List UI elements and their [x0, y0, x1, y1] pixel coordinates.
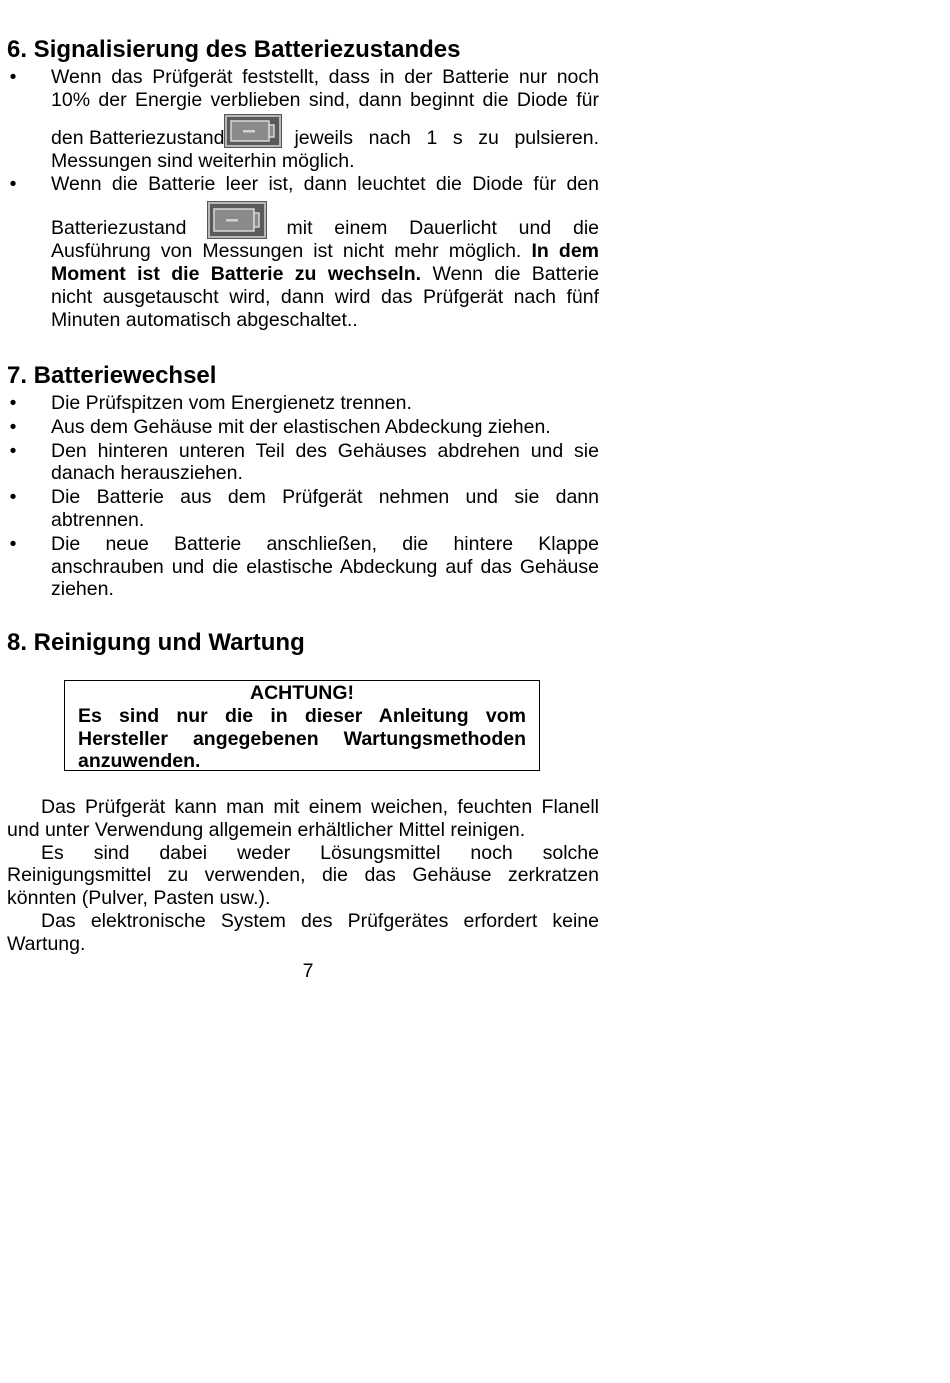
text-fragment: Batteriezustand: [51, 217, 187, 240]
warning-title: ACHTUNG!: [250, 682, 354, 704]
text-line: Reinigungsmittel zu verwenden, die das Gehäuse zerkratzen: [7, 864, 599, 887]
bullet-icon: •: [9, 392, 17, 414]
battery-indicator-icon: [207, 201, 267, 239]
list-item: [7, 66, 599, 172]
bold-fragment: In dem: [531, 240, 599, 263]
battery-indicator-icon: [224, 114, 282, 148]
text-line: Minuten automatisch abgeschaltet..: [51, 308, 358, 331]
text-line: anzuwenden.: [78, 750, 201, 773]
text-line: Hersteller angegebenen Wartungsmethoden: [78, 727, 526, 750]
bullet-icon: •: [9, 66, 17, 88]
bullet-icon: •: [9, 532, 17, 555]
bullet-icon: •: [9, 173, 17, 196]
text-line-with-icon: [51, 196, 599, 240]
bullet-icon: •: [9, 415, 17, 438]
text-line: Den hinteren unteren Teil des Gehäuses abdrehen und sie: [51, 439, 599, 462]
text-line: Wenn das Prüfgerät feststellt, dass in der Batterie nur noch: [51, 66, 599, 88]
text-fragment: den Batteriezustand: [51, 126, 225, 149]
text-fragment: jeweils nach 1 s zu pulsieren.: [294, 126, 599, 149]
text-line: anschrauben und die elastische Abdeckung auf das Gehäuse: [51, 555, 599, 578]
text-fragment: mit einem Dauerlicht und die: [286, 217, 599, 240]
text-line: Es sind dabei weder Lösungsmittel noch solche: [41, 841, 599, 864]
text-line: Aus dem Gehäuse mit der elastischen Abdeckung ziehen.: [51, 415, 551, 438]
text-line: [51, 240, 599, 263]
text-line: Die neue Batterie anschließen, die hintere Klappe: [51, 532, 599, 555]
text-line: nicht ausgetauscht wird, dann wird das Prüfgerät nach fünf: [51, 285, 599, 308]
text-line: Es sind nur die in dieser Anleitung vom: [78, 704, 526, 727]
text-line: könnten (Pulver, Pasten usw.).: [7, 887, 271, 910]
section-6-list: [7, 66, 599, 331]
text-line: Messungen sind weiterhin möglich.: [51, 149, 355, 172]
text-line: Die Prüfspitzen vom Energienetz trennen.: [51, 392, 412, 414]
section-6-heading: 6. Signalisierung des Batteriezustandes: [7, 36, 461, 63]
text-line: Das elektronische System des Prüfgerätes erfordert keine: [41, 909, 599, 932]
warning-box: [64, 680, 540, 771]
text-line: abtrennen.: [51, 508, 145, 531]
list-item: [7, 486, 599, 532]
text-line: ziehen.: [51, 578, 114, 601]
list-item: [7, 416, 599, 439]
text-line: danach herausziehen.: [51, 462, 243, 485]
text-line: und unter Verwendung allgemein erhältlicher Mittel reinigen.: [7, 818, 526, 841]
bullet-icon: •: [9, 486, 17, 509]
text-fragment: Wenn die Batterie: [432, 262, 600, 285]
list-item: [7, 440, 599, 486]
text-line: [51, 263, 599, 286]
section-8-heading: 8. Reinigung und Wartung: [7, 629, 305, 656]
paragraph: [7, 796, 599, 956]
page-number: 7: [302, 960, 314, 982]
text-line: 10% der Energie verblieben sind, dann beginnt die Diode für: [51, 88, 599, 111]
text-line: Die Batterie aus dem Prüfgerät nehmen und sie dann: [51, 486, 599, 509]
text-line: Wartung.: [7, 932, 86, 955]
bold-fragment: Moment ist die Batterie zu wechseln.: [51, 262, 422, 285]
text-fragment: Ausführung von Messungen ist nicht mehr möglich.: [51, 240, 522, 263]
section-7-heading: 7. Batteriewechsel: [7, 362, 217, 389]
list-item: [7, 392, 599, 415]
list-item: [7, 173, 599, 331]
list-item: [7, 533, 599, 601]
bullet-icon: •: [9, 439, 17, 462]
section-7-list: [7, 392, 599, 601]
text-line: Wenn die Batterie leer ist, dann leuchtet die Diode für den: [51, 173, 599, 196]
text-line: Das Prüfgerät kann man mit einem weichen, feuchten Flanell: [41, 796, 599, 818]
text-line-with-icon: [51, 112, 599, 150]
